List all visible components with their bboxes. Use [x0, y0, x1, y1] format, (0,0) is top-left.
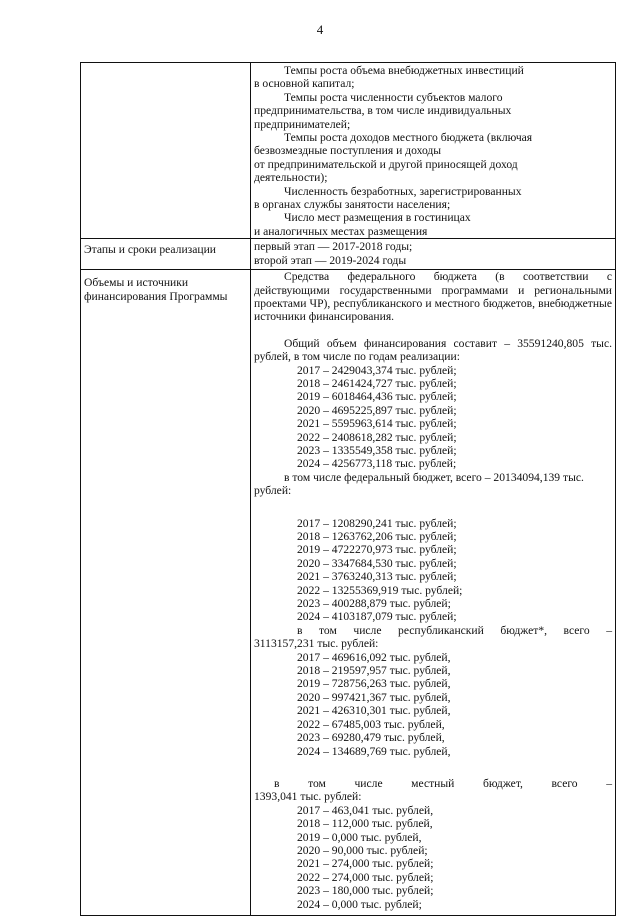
- federal-year-line: 2021 – 3763240,313 тыс. рублей;: [297, 570, 457, 584]
- indicator-line: Темпы роста численности субъектов малого: [284, 90, 503, 104]
- program-passport-table: [80, 62, 616, 916]
- indicator-line: от предпринимательской и другой приносящей доход: [254, 157, 518, 171]
- local-year-line: 2017 – 463,041 тыс. рублей,: [297, 803, 434, 817]
- local-budget-intro: в том числе местный бюджет, всего –: [274, 776, 612, 790]
- republic-budget-intro: в том числе республиканский бюджет*, всего –: [297, 623, 612, 637]
- total-year-line: 2018 – 2461424,727 тыс. рублей;: [297, 376, 457, 390]
- federal-year-line: 2022 – 13255369,919 тыс. рублей;: [297, 583, 463, 597]
- stage-line: первый этап — 2017-2018 годы;: [254, 240, 413, 254]
- indicator-line: и аналогичных местах размещения: [254, 224, 428, 238]
- stages-cell: [251, 239, 616, 270]
- total-year-line: 2019 – 6018464,436 тыс. рублей;: [297, 390, 457, 404]
- total-year-line: 2023 – 1335549,358 тыс. рублей;: [297, 443, 457, 457]
- indicator-line: предпринимательства, в том числе индивидуальных: [254, 104, 512, 118]
- funding-sources-text: Средства федерального бюджета (в соответствии с действующими государственными программами и региональными проектами ЧР), республиканского и местного бюджетов, внебюджетные источники финансирования.: [254, 270, 612, 324]
- federal-year-line: 2018 – 1263762,206 тыс. рублей;: [297, 530, 457, 543]
- republic-year-line: 2017 – 469616,092 тыс. рублей,: [297, 650, 451, 664]
- total-year-line: 2017 – 2429043,374 тыс. рублей;: [297, 363, 457, 377]
- republic-year-line: 2019 – 728756,263 тыс. рублей,: [297, 677, 451, 691]
- total-year-line: 2022 – 2408618,282 тыс. рублей;: [297, 430, 457, 444]
- indicator-line: в органах службы занятости населения;: [254, 198, 451, 212]
- total-funding-intro: Общий объем финансирования составит – 35591240,805 тыс. рублей, в том числе по годам реализации:: [254, 336, 612, 364]
- page-number: 4: [316, 22, 324, 37]
- indicator-line: Темпы роста объема внебюджетных инвестиций: [284, 64, 524, 77]
- total-year-line: 2024 – 4256773,118 тыс. рублей;: [297, 457, 457, 471]
- federal-budget-intro: в том числе федеральный бюджет, всего – 20134094,139 тыс. рублей:: [254, 470, 584, 498]
- republic-year-line: 2024 – 134689,769 тыс. рублей,: [297, 744, 451, 758]
- indicator-line: деятельности);: [254, 171, 328, 185]
- row-label-stages: Этапы и сроки реализации: [81, 239, 251, 270]
- local-budget-total: 1393,041 тыс. рублей:: [254, 790, 362, 804]
- stage-line: второй этап — 2019-2024 годы: [254, 253, 407, 267]
- republic-year-line: 2022 – 67485,003 тыс. рублей,: [297, 717, 445, 731]
- federal-year-line: 2024 – 4103187,079 тыс. рублей;: [297, 610, 457, 624]
- row-label-empty: [81, 63, 251, 239]
- total-year-line: 2021 – 5595963,614 тыс. рублей;: [297, 417, 457, 431]
- republic-year-line: 2018 – 219597,957 тыс. рублей,: [297, 664, 451, 678]
- local-year-line: 2020 – 90,000 тыс. рублей;: [297, 843, 428, 857]
- local-year-line: 2024 – 0,000 тыс. рублей;: [297, 897, 422, 911]
- local-year-line: 2021 – 274,000 тыс. рублей;: [297, 857, 434, 871]
- federal-year-line: 2019 – 4722270,973 тыс. рублей;: [297, 543, 457, 557]
- indicators-cell: [251, 63, 616, 239]
- local-year-line: 2018 – 112,000 тыс. рублей,: [297, 817, 433, 831]
- indicator-line: Темпы роста доходов местного бюджета (включая: [284, 131, 533, 145]
- indicator-line: безвозмездные поступления и доходы: [254, 144, 442, 158]
- table-row: [81, 270, 616, 916]
- table-row: [81, 63, 616, 239]
- local-year-line: 2019 – 0,000 тыс. рублей,: [297, 830, 422, 844]
- indicator-line: Число мест размещения в гостиницах: [284, 211, 471, 225]
- republic-year-line: 2021 – 426310,301 тыс. рублей,: [297, 704, 451, 718]
- indicator-line: Численность безработных, зарегистрированных: [284, 184, 522, 198]
- federal-year-line: 2020 – 3347684,530 тыс. рублей;: [297, 556, 457, 570]
- local-year-line: 2022 – 274,000 тыс. рублей;: [297, 870, 434, 884]
- indicator-line: в основной капитал;: [254, 77, 355, 91]
- total-year-line: 2020 – 4695225,897 тыс. рублей;: [297, 403, 457, 417]
- local-year-line: 2023 – 180,000 тыс. рублей;: [297, 884, 434, 898]
- indicator-line: предпринимателей;: [254, 117, 351, 131]
- republic-budget-total: 3113157,231 тыс. рублей:: [254, 637, 379, 651]
- republic-year-line: 2020 – 997421,367 тыс. рублей,: [297, 690, 451, 704]
- republic-year-line: 2023 – 69280,479 тыс. рублей,: [297, 731, 445, 745]
- table-row: [81, 239, 616, 270]
- row-label-funding: Объемы и источники финансирования Программы: [81, 270, 251, 916]
- federal-year-line: 2017 – 1208290,241 тыс. рублей;: [297, 516, 457, 530]
- federal-year-line: 2023 – 400288,879 тыс. рублей;: [297, 597, 451, 611]
- funding-cell: [251, 270, 616, 916]
